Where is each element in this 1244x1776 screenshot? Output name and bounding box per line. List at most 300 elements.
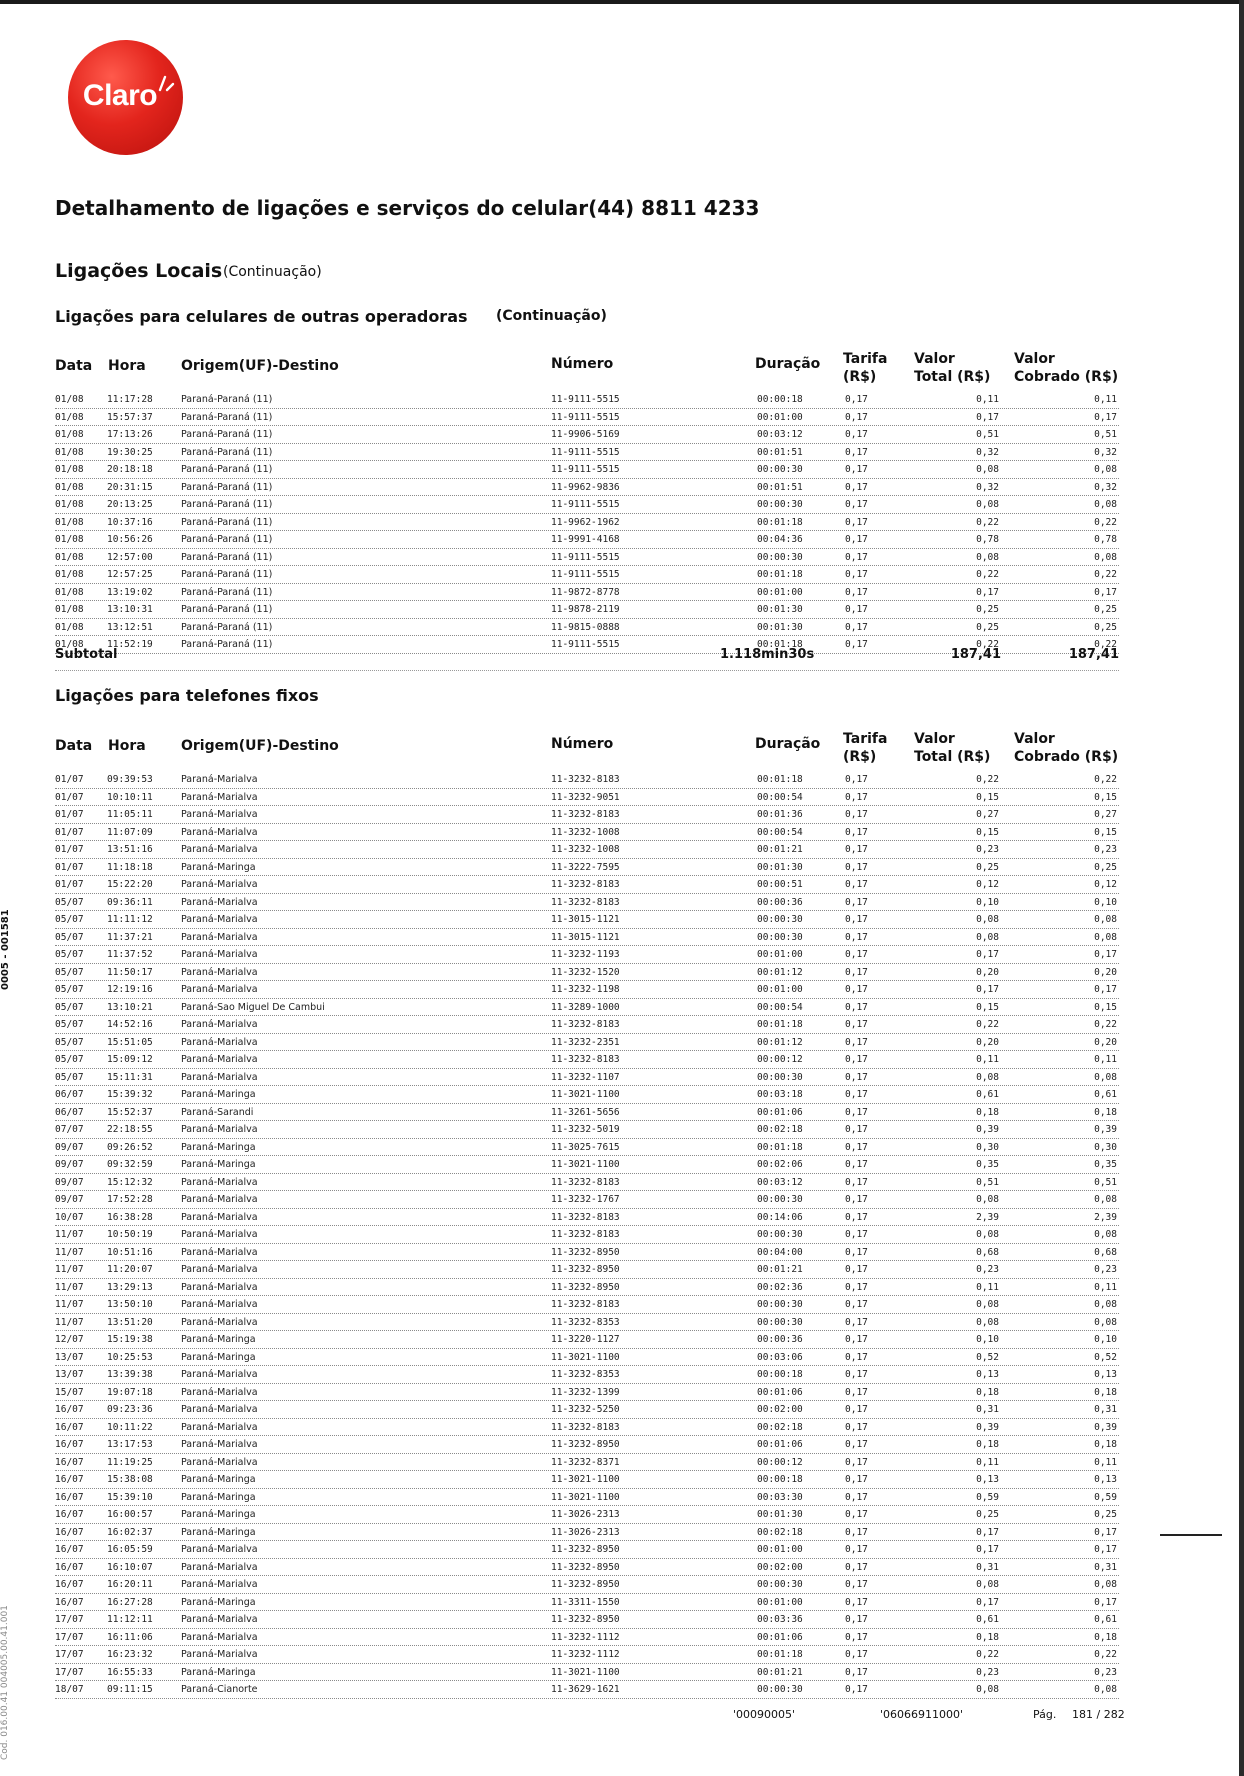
- cell-origem: Paraná-Maringa: [181, 1089, 256, 1100]
- cell-valor-total: 0,15: [976, 1001, 999, 1013]
- cell-data: 09/07: [55, 1176, 84, 1188]
- cell-hora: 16:00:57: [107, 1509, 153, 1520]
- table-row: [55, 479, 1119, 497]
- cell-valor-total: 0,08: [976, 1229, 999, 1240]
- cell-numero: 11-3232-8183: [551, 1299, 620, 1310]
- cell-data: 01/08: [55, 429, 84, 440]
- table-row: [55, 806, 1119, 824]
- table-row: [55, 1681, 1119, 1699]
- cell-valor-total: 0,08: [976, 464, 999, 475]
- cell-tarifa: 0,17: [845, 1474, 868, 1485]
- cell-hora: 10:50:19: [107, 1229, 153, 1240]
- cell-hora: 15:11:31: [107, 1071, 153, 1083]
- table-row: [55, 1576, 1119, 1594]
- cell-numero: 11-3232-1107: [551, 1071, 620, 1083]
- cell-data: 15/07: [55, 1386, 84, 1398]
- cell-valor-total: 0,17: [976, 1596, 999, 1608]
- cell-numero: 11-3021-1100: [551, 1474, 620, 1485]
- cell-data: 11/07: [55, 1246, 84, 1258]
- cell-valor-cobrado: 0,20: [1094, 1036, 1117, 1048]
- cell-hora: 15:38:08: [107, 1474, 153, 1485]
- cell-hora: 15:39:10: [107, 1491, 153, 1503]
- scan-edge: [0, 0, 1244, 4]
- table-row: [55, 841, 1119, 859]
- cell-origem: Paraná-Marialva: [181, 1649, 258, 1660]
- table-row: [55, 1244, 1119, 1262]
- cell-tarifa: 0,17: [845, 1526, 868, 1538]
- cell-origem: Paraná-Paraná (11): [181, 446, 273, 458]
- footer-code-2: '06066911000': [880, 1708, 964, 1721]
- cell-duracao: 00:00:30: [757, 464, 803, 475]
- cell-tarifa: 0,17: [845, 914, 868, 925]
- cell-tarifa: 0,17: [845, 1334, 868, 1345]
- cell-valor-total: 0,18: [976, 1386, 999, 1398]
- cell-origem: Paraná-Marialva: [181, 1369, 258, 1380]
- col-duracao: Duração: [755, 356, 821, 372]
- cell-hora: 22:18:55: [107, 1124, 153, 1135]
- cell-data: 17/07: [55, 1649, 84, 1660]
- cell-origem: Paraná-Marialva: [181, 809, 258, 820]
- cell-valor-total: 0,22: [976, 1649, 999, 1660]
- cell-valor-total: 0,31: [976, 1404, 999, 1415]
- cell-data: 01/08: [55, 516, 84, 528]
- cell-numero: 11-3261-5656: [551, 1106, 620, 1118]
- cell-origem: Paraná-Maringa: [181, 1159, 256, 1170]
- cell-hora: 13:10:31: [107, 604, 153, 615]
- cell-data: 13/07: [55, 1369, 84, 1380]
- cell-valor-total: 0,30: [976, 1141, 999, 1153]
- cell-tarifa: 0,17: [845, 1666, 868, 1678]
- cell-valor-total: 0,08: [976, 1316, 999, 1328]
- cell-valor-total: 0,31: [976, 1561, 999, 1573]
- cell-origem: Paraná-Marialva: [181, 1404, 258, 1415]
- cell-numero: 11-3232-9051: [551, 791, 620, 803]
- cell-numero: 11-3232-8183: [551, 879, 620, 890]
- cell-origem: Paraná-Marialva: [181, 1631, 258, 1643]
- cell-valor-total: 0,32: [976, 481, 999, 493]
- cell-numero: 11-9962-9836: [551, 481, 620, 493]
- cell-duracao: 00:03:36: [757, 1614, 803, 1625]
- cell-numero: 11-3021-1100: [551, 1159, 620, 1170]
- cell-valor-cobrado: 0,25: [1094, 861, 1117, 873]
- cell-duracao: 00:01:12: [757, 1036, 803, 1048]
- cell-data: 06/07: [55, 1106, 84, 1118]
- cell-data: 10/07: [55, 1211, 84, 1223]
- cell-valor-cobrado: 0,22: [1094, 1649, 1117, 1660]
- cell-data: 17/07: [55, 1614, 84, 1625]
- cell-hora: 09:32:59: [107, 1159, 153, 1170]
- cell-data: 05/07: [55, 896, 84, 908]
- cell-tarifa: 0,17: [845, 861, 868, 873]
- cell-origem: Paraná-Marialva: [181, 949, 258, 960]
- cell-data: 05/07: [55, 966, 84, 978]
- table-row: [55, 1139, 1119, 1157]
- table-row: [55, 894, 1119, 912]
- side-code: 0005 - 001581: [0, 909, 11, 990]
- col-numero: Número: [551, 356, 614, 372]
- cell-duracao: 00:01:06: [757, 1106, 803, 1118]
- cell-origem: Paraná-Marialva: [181, 774, 258, 785]
- cell-duracao: 00:01:00: [757, 586, 803, 598]
- cell-valor-cobrado: 0,31: [1094, 1561, 1117, 1573]
- cell-valor-cobrado: 0,11: [1094, 1054, 1117, 1065]
- cell-tarifa: 0,17: [845, 1491, 868, 1503]
- cell-valor-total: 0,08: [976, 1299, 999, 1310]
- cell-numero: 11-3232-1198: [551, 984, 620, 995]
- cell-numero: 11-9111-5515: [551, 394, 620, 405]
- cell-tarifa: 0,17: [845, 639, 868, 650]
- cell-hora: 11:11:12: [107, 914, 153, 925]
- cell-numero: 11-3232-8183: [551, 1421, 620, 1433]
- cell-data: 01/07: [55, 809, 84, 820]
- cell-origem: Paraná-Marialva: [181, 1316, 258, 1328]
- table-row: [55, 1419, 1119, 1437]
- cell-valor-cobrado: 0,25: [1094, 621, 1117, 633]
- cell-valor-cobrado: 0,08: [1094, 1071, 1117, 1083]
- cell-duracao: 00:01:21: [757, 844, 803, 855]
- cell-data: 07/07: [55, 1124, 84, 1135]
- cell-valor-total: 0,25: [976, 604, 999, 615]
- cell-tarifa: 0,17: [845, 1176, 868, 1188]
- cell-hora: 13:39:38: [107, 1369, 153, 1380]
- cell-tarifa: 0,17: [845, 1684, 868, 1695]
- cell-valor-cobrado: 0,22: [1094, 569, 1117, 580]
- cell-numero: 11-3015-1121: [551, 914, 620, 925]
- cell-hora: 15:09:12: [107, 1054, 153, 1065]
- section-divider: [55, 670, 1119, 671]
- cell-numero: 11-3232-8950: [551, 1264, 620, 1275]
- cell-valor-total: 0,61: [976, 1614, 999, 1625]
- cell-hora: 12:57:00: [107, 551, 153, 563]
- cell-numero: 11-9111-5515: [551, 569, 620, 580]
- table-row: [55, 1489, 1119, 1507]
- cell-hora: 13:10:21: [107, 1001, 153, 1013]
- cell-data: 01/08: [55, 394, 84, 405]
- cell-data: 01/08: [55, 586, 84, 598]
- cell-valor-total: 0,51: [976, 1176, 999, 1188]
- cell-origem: Paraná-Marialva: [181, 1229, 258, 1240]
- cell-tarifa: 0,17: [845, 1421, 868, 1433]
- cell-data: 11/07: [55, 1281, 84, 1293]
- cell-origem: Paraná-Maringa: [181, 1596, 256, 1608]
- cell-duracao: 00:03:06: [757, 1351, 803, 1363]
- margin-mark: [1160, 1534, 1222, 1536]
- cell-valor-cobrado: 0,25: [1094, 604, 1117, 615]
- cell-valor-total: 0,08: [976, 1579, 999, 1590]
- cell-tarifa: 0,17: [845, 809, 868, 820]
- cell-valor-total: 0,17: [976, 949, 999, 960]
- table-row: [55, 461, 1119, 479]
- cell-numero: 11-9991-4168: [551, 534, 620, 545]
- cell-data: 05/07: [55, 1019, 84, 1030]
- table-row: [55, 1086, 1119, 1104]
- cell-valor-cobrado: 0,78: [1094, 534, 1117, 545]
- cell-valor-total: 0,25: [976, 621, 999, 633]
- cell-valor-cobrado: 0,08: [1094, 914, 1117, 925]
- table-row: [55, 964, 1119, 982]
- table-row: [55, 391, 1119, 409]
- cell-duracao: 00:01:18: [757, 774, 803, 785]
- cell-hora: 10:51:16: [107, 1246, 153, 1258]
- cell-valor-total: 0,13: [976, 1474, 999, 1485]
- cell-duracao: 00:02:06: [757, 1159, 803, 1170]
- cell-tarifa: 0,17: [845, 879, 868, 890]
- table-row: [55, 601, 1119, 619]
- cell-numero: 11-3232-8183: [551, 809, 620, 820]
- cell-valor-cobrado: 0,17: [1094, 1526, 1117, 1538]
- cell-valor-total: 0,23: [976, 844, 999, 855]
- cell-origem: Paraná-Maringa: [181, 1526, 256, 1538]
- cell-hora: 10:56:26: [107, 534, 153, 545]
- cell-valor-total: 0,10: [976, 896, 999, 908]
- cell-hora: 16:55:33: [107, 1666, 153, 1678]
- cell-hora: 10:37:16: [107, 516, 153, 528]
- cell-origem: Paraná-Paraná (11): [181, 551, 273, 563]
- cell-tarifa: 0,17: [845, 516, 868, 528]
- cell-tarifa: 0,17: [845, 551, 868, 563]
- cell-hora: 13:29:13: [107, 1281, 153, 1293]
- cell-data: 11/07: [55, 1316, 84, 1328]
- cell-origem: Paraná-Paraná (11): [181, 411, 273, 423]
- cell-valor-cobrado: 0,08: [1094, 931, 1117, 943]
- cell-valor-total: 0,25: [976, 861, 999, 873]
- cell-valor-cobrado: 0,51: [1094, 429, 1117, 440]
- cell-valor-total: 0,15: [976, 826, 999, 838]
- cell-duracao: 00:01:12: [757, 966, 803, 978]
- cell-valor-cobrado: 0,08: [1094, 1579, 1117, 1590]
- cell-valor-cobrado: 0,23: [1094, 844, 1117, 855]
- cell-valor-total: 0,11: [976, 1456, 999, 1468]
- cell-origem: Paraná-Marialva: [181, 1281, 258, 1293]
- cell-origem: Paraná-Marialva: [181, 1124, 258, 1135]
- cell-origem: Paraná-Paraná (11): [181, 621, 273, 633]
- cell-duracao: 00:14:06: [757, 1211, 803, 1223]
- cell-origem: Paraná-Maringa: [181, 1334, 256, 1345]
- cell-valor-total: 0,22: [976, 639, 999, 650]
- table-row: [55, 876, 1119, 894]
- cell-origem: Paraná-Paraná (11): [181, 586, 273, 598]
- cell-duracao: 00:03:12: [757, 429, 803, 440]
- cell-tarifa: 0,17: [845, 844, 868, 855]
- cell-numero: 11-9111-5515: [551, 639, 620, 650]
- cell-origem: Paraná-Paraná (11): [181, 394, 273, 405]
- cell-numero: 11-3232-8183: [551, 774, 620, 785]
- table-row: [55, 771, 1119, 789]
- cell-valor-total: 0,39: [976, 1124, 999, 1135]
- table-row: [55, 1454, 1119, 1472]
- cell-duracao: 00:01:51: [757, 446, 803, 458]
- cell-origem: Paraná-Marialva: [181, 1579, 258, 1590]
- cell-hora: 11:20:07: [107, 1264, 153, 1275]
- cell-tarifa: 0,17: [845, 1439, 868, 1450]
- cell-hora: 16:38:28: [107, 1211, 153, 1223]
- cell-data: 16/07: [55, 1439, 84, 1450]
- cell-duracao: 00:03:18: [757, 1089, 803, 1100]
- cell-data: 16/07: [55, 1456, 84, 1468]
- table-row: [55, 1069, 1119, 1087]
- cell-numero: 11-3232-2351: [551, 1036, 620, 1048]
- cell-valor-cobrado: 0,20: [1094, 966, 1117, 978]
- cell-hora: 17:52:28: [107, 1194, 153, 1205]
- cell-valor-total: 0,22: [976, 569, 999, 580]
- cell-data: 01/07: [55, 826, 84, 838]
- cell-tarifa: 0,17: [845, 1509, 868, 1520]
- cell-numero: 11-3232-8353: [551, 1369, 620, 1380]
- cell-valor-total: 0,15: [976, 791, 999, 803]
- cell-origem: Paraná-Paraná (11): [181, 516, 273, 528]
- cell-origem: Paraná-Paraná (11): [181, 569, 273, 580]
- table-row: [55, 1104, 1119, 1122]
- cell-duracao: 00:00:54: [757, 826, 803, 838]
- cell-numero: 11-3232-8950: [551, 1439, 620, 1450]
- cell-data: 09/07: [55, 1141, 84, 1153]
- cell-tarifa: 0,17: [845, 791, 868, 803]
- cell-tarifa: 0,17: [845, 1019, 868, 1030]
- page-title: Detalhamento de ligações e serviços do celular(44) 8811 4233: [55, 196, 760, 220]
- cell-data: 16/07: [55, 1579, 84, 1590]
- table-row: [55, 1156, 1119, 1174]
- cell-duracao: 00:00:30: [757, 499, 803, 510]
- table-row: [55, 1401, 1119, 1419]
- cell-numero: 11-3220-1127: [551, 1334, 620, 1345]
- cell-hora: 11:17:28: [107, 394, 153, 405]
- table-row: [55, 859, 1119, 877]
- cell-valor-cobrado: 0,51: [1094, 1176, 1117, 1188]
- cell-duracao: 00:00:30: [757, 1684, 803, 1695]
- table-row: [55, 549, 1119, 567]
- cell-numero: 11-3015-1121: [551, 931, 620, 943]
- cell-numero: 11-3629-1621: [551, 1684, 620, 1695]
- cell-tarifa: 0,17: [845, 931, 868, 943]
- fixos-table: [55, 771, 1119, 1699]
- cell-hora: 20:18:18: [107, 464, 153, 475]
- cell-tarifa: 0,17: [845, 1316, 868, 1328]
- cell-valor-cobrado: 0,17: [1094, 1596, 1117, 1608]
- table-row: [55, 1471, 1119, 1489]
- cell-valor-cobrado: 0,61: [1094, 1089, 1117, 1100]
- cell-tarifa: 0,17: [845, 534, 868, 545]
- table-row: [55, 409, 1119, 427]
- subtotal-label: Subtotal: [55, 647, 118, 662]
- cell-tarifa: 0,17: [845, 446, 868, 458]
- cell-numero: 11-3025-7615: [551, 1141, 620, 1153]
- cell-valor-total: 0,32: [976, 446, 999, 458]
- cell-tarifa: 0,17: [845, 1106, 868, 1118]
- cell-origem: Paraná-Marialva: [181, 1176, 258, 1188]
- cell-data: 01/08: [55, 411, 84, 423]
- table-row: [55, 946, 1119, 964]
- cell-tarifa: 0,17: [845, 429, 868, 440]
- cell-origem: Paraná-Marialva: [181, 826, 258, 838]
- subtotal-total: 187,41: [950, 647, 1001, 662]
- cell-duracao: 00:00:30: [757, 1194, 803, 1205]
- cell-valor-cobrado: 0,08: [1094, 499, 1117, 510]
- table-row: [55, 514, 1119, 532]
- cell-tarifa: 0,17: [845, 1211, 868, 1223]
- cell-duracao: 00:01:00: [757, 1596, 803, 1608]
- cell-duracao: 00:01:18: [757, 1141, 803, 1153]
- col-tarifa: Tarifa (R$): [843, 731, 888, 765]
- cell-tarifa: 0,17: [845, 621, 868, 633]
- table-row: [55, 1594, 1119, 1612]
- cell-duracao: 00:00:30: [757, 931, 803, 943]
- cell-data: 09/07: [55, 1194, 84, 1205]
- cell-valor-cobrado: 0,18: [1094, 1386, 1117, 1398]
- cell-numero: 11-9878-2119: [551, 604, 620, 615]
- cell-origem: Paraná-Marialva: [181, 791, 258, 803]
- cell-valor-cobrado: 2,39: [1094, 1211, 1117, 1223]
- table-row: [55, 1436, 1119, 1454]
- cell-tarifa: 0,17: [845, 1561, 868, 1573]
- cell-origem: Paraná-Marialva: [181, 931, 258, 943]
- cell-data: 01/07: [55, 791, 84, 803]
- cell-tarifa: 0,17: [845, 1246, 868, 1258]
- cell-duracao: 00:01:00: [757, 411, 803, 423]
- cell-duracao: 00:01:30: [757, 1509, 803, 1520]
- col-hora: Hora: [108, 738, 146, 754]
- cell-valor-cobrado: 0,18: [1094, 1439, 1117, 1450]
- cell-duracao: 00:00:36: [757, 1334, 803, 1345]
- cell-numero: 11-3232-8950: [551, 1579, 620, 1590]
- cell-valor-cobrado: 0,32: [1094, 481, 1117, 493]
- cell-valor-total: 0,18: [976, 1106, 999, 1118]
- cell-valor-cobrado: 0,59: [1094, 1491, 1117, 1503]
- table-row: [55, 1629, 1119, 1647]
- cell-numero: 11-3232-8183: [551, 1019, 620, 1030]
- cell-numero: 11-9111-5515: [551, 499, 620, 510]
- cell-duracao: 00:00:54: [757, 1001, 803, 1013]
- scan-edge-right: [1239, 0, 1244, 1776]
- table-row: [55, 1016, 1119, 1034]
- cell-hora: 15:19:38: [107, 1334, 153, 1345]
- cell-numero: 11-3232-8950: [551, 1281, 620, 1293]
- cell-data: 09/07: [55, 1159, 84, 1170]
- cell-hora: 13:50:10: [107, 1299, 153, 1310]
- cell-duracao: 00:01:21: [757, 1264, 803, 1275]
- cell-valor-total: 0,17: [976, 411, 999, 423]
- cell-origem: Paraná-Marialva: [181, 1614, 258, 1625]
- cell-numero: 11-3232-8371: [551, 1456, 620, 1468]
- cell-origem: Paraná-Maringa: [181, 861, 256, 873]
- cell-numero: 11-3311-1550: [551, 1596, 620, 1608]
- cell-hora: 16:23:32: [107, 1649, 153, 1660]
- cell-hora: 14:52:16: [107, 1019, 153, 1030]
- cell-tarifa: 0,17: [845, 1159, 868, 1170]
- cell-numero: 11-3232-1399: [551, 1386, 620, 1398]
- cell-valor-total: 0,22: [976, 774, 999, 785]
- cell-data: 01/08: [55, 446, 84, 458]
- cell-valor-total: 0,59: [976, 1491, 999, 1503]
- cell-origem: Paraná-Marialva: [181, 1036, 258, 1048]
- cell-origem: Paraná-Marialva: [181, 844, 258, 855]
- cell-valor-total: 0,20: [976, 1036, 999, 1048]
- cell-hora: 16:27:28: [107, 1596, 153, 1608]
- col-origem: Origem(UF)-Destino: [181, 358, 339, 374]
- cell-origem: Paraná-Maringa: [181, 1491, 256, 1503]
- cell-numero: 11-3021-1100: [551, 1666, 620, 1678]
- cell-numero: 11-3222-7595: [551, 861, 620, 873]
- cell-valor-total: 0,18: [976, 1439, 999, 1450]
- cell-duracao: 00:00:30: [757, 914, 803, 925]
- cell-origem: Paraná-Marialva: [181, 1194, 258, 1205]
- cell-duracao: 00:00:51: [757, 879, 803, 890]
- cell-tarifa: 0,17: [845, 1299, 868, 1310]
- table-row: [55, 1524, 1119, 1542]
- table-row: [55, 929, 1119, 947]
- cell-data: 17/07: [55, 1631, 84, 1643]
- table-row: [55, 789, 1119, 807]
- cell-numero: 11-9962-1962: [551, 516, 620, 528]
